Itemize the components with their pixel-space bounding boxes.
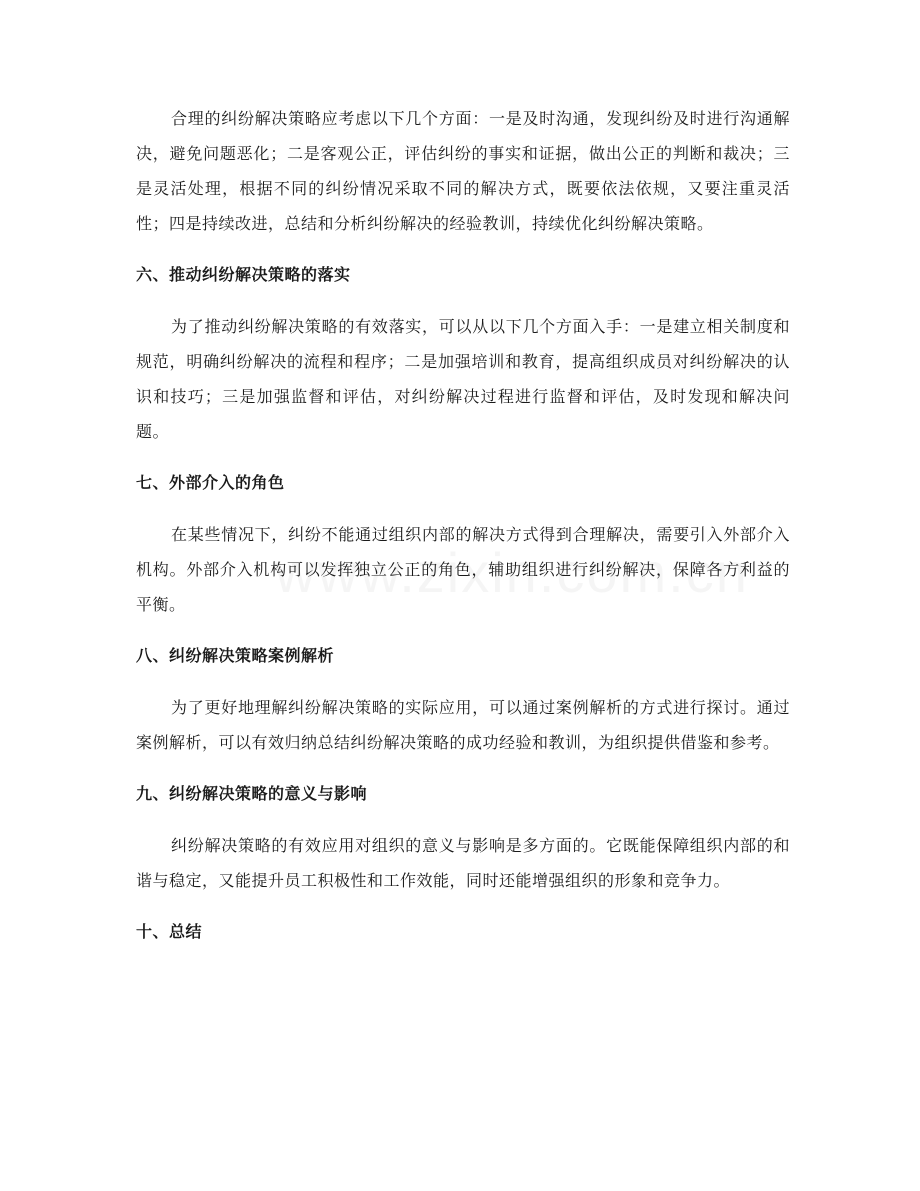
intro-paragraph: 合理的纠纷解决策略应考虑以下几个方面：一是及时沟通，发现纠纷及时进行沟通解决，避免问题恶化；二是客观公正，评估纠纷的事实和证据，做出公正的判断和裁决；三是灵活处理，根据不同的纠纷情况采取不同的解决方式，既要依法依规，又要注重灵活性；四是持续改进，总结和分析纠纷解决的经验教训，持续优化纠纷解决策略。 <box>136 109 790 233</box>
section-9-paragraph: 纠纷解决策略的有效应用对组织的意义与影响是多方面的。它既能保障组织内部的和谐与稳定，又能提升员工积极性和工作效能，同时还能增强组织的形象和竞争力。 <box>136 836 790 890</box>
section-9-title: 九、纠纷解决策略的意义与影响 <box>136 784 368 803</box>
section-10-title: 十、总结 <box>136 922 203 941</box>
section-7-title: 七、外部介入的角色 <box>136 473 285 492</box>
section-7-paragraph: 在某些情况下，纠纷不能通过组织内部的解决方式得到合理解决，需要引入外部介入机构。外部介入机构可以发挥独立公正的角色，辅助组织进行纠纷解决，保障各方利益的平衡。 <box>136 525 790 614</box>
section-6-paragraph: 为了推动纠纷解决策略的有效落实，可以从以下几个方面入手：一是建立相关制度和规范，明确纠纷解决的流程和程序；二是加强培训和教育，提高组织成员对纠纷解决的认识和技巧；三是加强监督和评估，对纠纷解决过程进行监督和评估，及时发现和解决问题。 <box>136 317 790 441</box>
section-8-paragraph: 为了更好地理解纠纷解决策略的实际应用，可以通过案例解析的方式进行探讨。通过案例解析，可以有效归纳总结纠纷解决策略的成功经验和教训，为组织提供借鉴和参考。 <box>136 698 790 752</box>
document-body <box>136 101 790 944</box>
section-6-title: 六、推动纠纷解决策略的落实 <box>136 265 351 284</box>
section-8-title: 八、纠纷解决策略案例解析 <box>136 646 335 665</box>
